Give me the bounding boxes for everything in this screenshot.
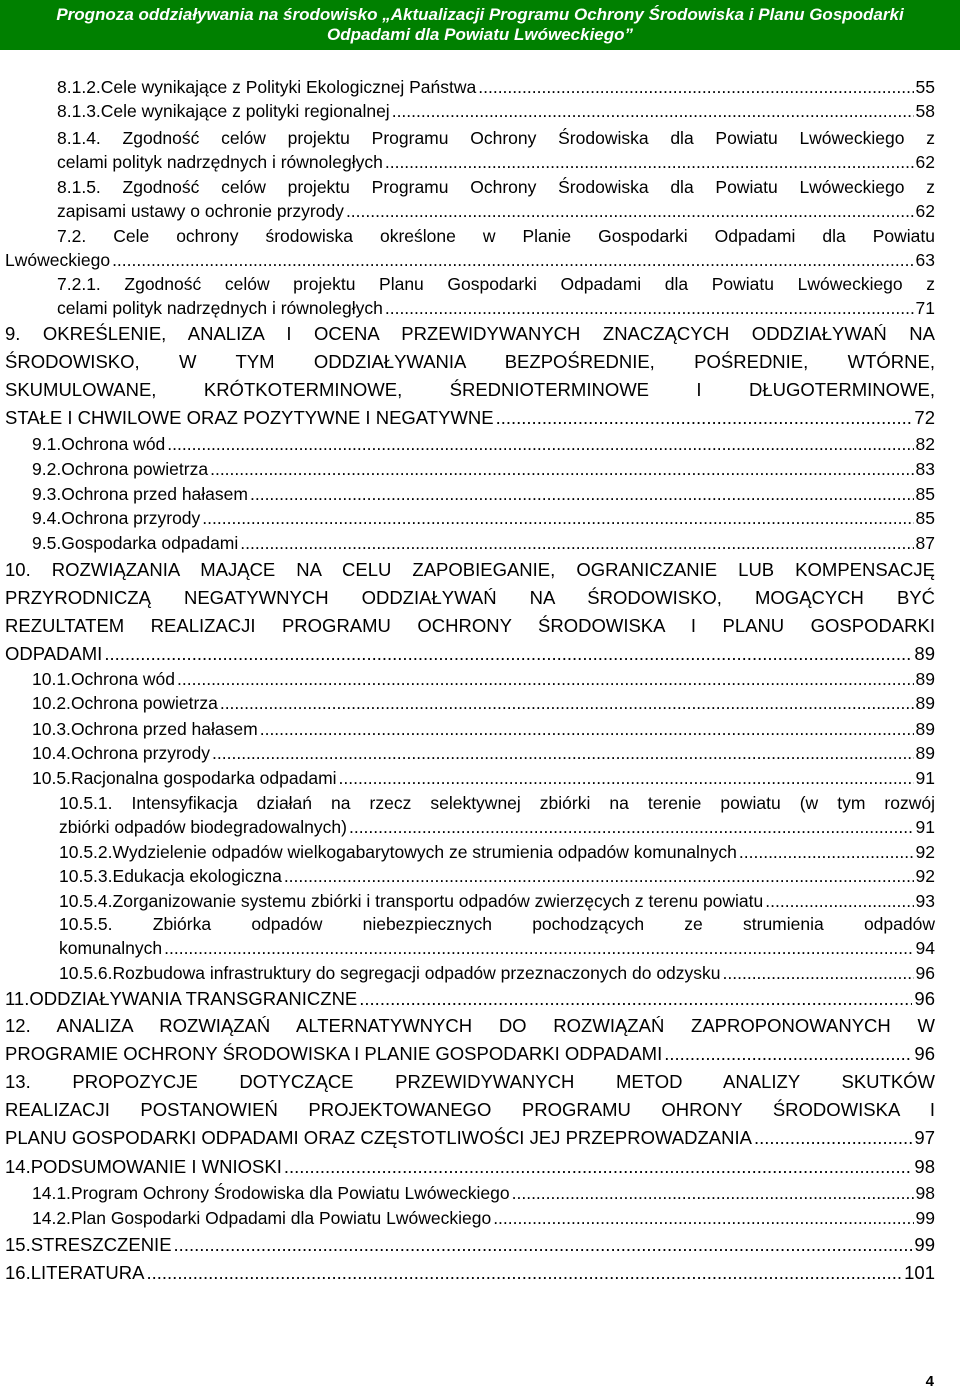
- toc-entry-page: 98: [915, 1183, 935, 1203]
- toc-entry-title: PROGRAMIE OCHRONY ŚRODOWISKA I PLANIE GOSPODARKI ODPADAMI: [5, 1043, 663, 1064]
- toc-entry-page: 91: [915, 768, 935, 788]
- toc-leader-dots: [284, 864, 914, 888]
- toc-entry-number: 10.: [5, 559, 52, 580]
- toc-entry-page: 89: [915, 719, 935, 739]
- toc-entry-number: 10.5.1.: [59, 793, 132, 813]
- toc-entry-title: celami polityk nadrzędnych i równoległych: [57, 152, 383, 172]
- toc-entry-page: 62: [915, 201, 935, 221]
- toc-leader-dots: [346, 199, 914, 223]
- toc-entry-title: Zgodność celów projektu Programu Ochrony Środowiska dla Powiatu Lwóweckiego z: [122, 128, 935, 148]
- toc-entry-page: 71: [915, 298, 935, 318]
- toc-entry[interactable]: [32, 531, 935, 555]
- toc-entry-page: 96: [914, 1043, 935, 1064]
- toc-leader-dots: [754, 1124, 912, 1152]
- toc-entry[interactable]: [5, 1153, 935, 1181]
- toc-entry-number: 10.5.4.: [59, 891, 113, 911]
- toc-entry-page: 93: [915, 891, 935, 911]
- toc-leader-dots: [765, 889, 913, 913]
- toc-entry-page: 89: [915, 743, 935, 763]
- toc-entry[interactable]: [5, 224, 935, 272]
- toc-entry[interactable]: [32, 506, 935, 530]
- toc-entry-number: 9.2.: [32, 459, 62, 479]
- toc-entry-title: Zbiórka odpadów niebezpiecznych pochodzących ze strumienia odpadów: [152, 914, 935, 934]
- toc-entry-number: 8.1.2.: [57, 77, 101, 97]
- toc-entry[interactable]: [57, 75, 935, 99]
- toc-entry-page: 89: [915, 693, 935, 713]
- toc-entry[interactable]: [32, 766, 935, 790]
- toc-entry[interactable]: [5, 320, 935, 432]
- toc-entry-number: 16.: [5, 1262, 31, 1283]
- toc-entry[interactable]: [57, 126, 935, 174]
- toc-entry-number: 12.: [5, 1015, 57, 1036]
- toc-entry-number: 9.: [5, 323, 43, 344]
- toc-entry-page: 89: [914, 643, 935, 664]
- toc-entry-number: 10.5.5.: [59, 914, 153, 934]
- toc-entry-title: Ochrona przed hałasem: [61, 484, 248, 504]
- toc-entry-page: 72: [914, 407, 935, 428]
- toc-entry-title: ODPADAMI: [5, 643, 103, 664]
- toc-entry[interactable]: [32, 482, 935, 506]
- toc-entry-title: Zgodność celów projektu Programu Ochrony Środowiska dla Powiatu Lwóweckiego z: [122, 177, 935, 197]
- page-number: 4: [925, 1373, 934, 1390]
- toc-entry-title: Zgodność celów projektu Planu Gospodarki Odpadami dla Powiatu Lwóweckiego z: [124, 274, 935, 294]
- toc-leader-dots: [260, 717, 914, 741]
- toc-leader-dots: [240, 531, 913, 555]
- toc-entry-page: 62: [915, 152, 935, 172]
- toc-entry-number: 14.: [5, 1156, 31, 1177]
- toc-entry-title: PLANU GOSPODARKI ODPADAMI ORAZ CZĘSTOTLIWOŚCI JEJ PRZEPROWADZANIA: [5, 1127, 752, 1148]
- toc-entry-number: 13.: [5, 1071, 73, 1092]
- toc-entry-page: 98: [914, 1156, 935, 1177]
- toc-entry-number: 8.1.4.: [57, 128, 123, 148]
- toc-leader-dots: [104, 640, 912, 668]
- toc-entry-page: 82: [915, 434, 935, 454]
- toc-entry[interactable]: [32, 1181, 935, 1205]
- header-title-line-1: Prognoza oddziaływania na środowisko „Aktualizacji Programu Ochrony Środowiska i Planu Gospodarki: [56, 5, 904, 24]
- toc-entry-number: 9.5.: [32, 533, 62, 553]
- toc-entry-number: 9.1.: [32, 434, 62, 454]
- toc-entry-title: Wydzielenie odpadów wielkogabarytowych ze strumienia odpadów komunalnych: [112, 842, 737, 862]
- toc-entry-number: 8.1.5.: [57, 177, 123, 197]
- toc-entry-page: 97: [914, 1127, 935, 1148]
- toc-entry-page: 85: [915, 508, 935, 528]
- toc-entry-title: Cele wynikające z polityki regionalnej: [100, 101, 390, 121]
- toc-entry-title: REALIZACJI POSTANOWIEŃ PROJEKTOWANEGO PROGRAMU OHRONY ŚRODOWISKA I: [5, 1099, 935, 1120]
- toc-entry-number: 10.5.2.: [59, 842, 113, 862]
- toc-entry-title: Lwóweckiego: [5, 250, 111, 270]
- toc-entry[interactable]: [57, 99, 935, 123]
- toc-entry-number: 10.5.3.: [59, 866, 113, 886]
- toc-leader-dots: [174, 1231, 913, 1259]
- toc-entry-number: 15.: [5, 1234, 31, 1255]
- toc-entry-title: Gospodarka odpadami: [61, 533, 239, 553]
- toc-entry-title: ŚRODOWISKO, W TYM ODDZIAŁYWANIA BEZPOŚREDNIE, POŚREDNIE, WTÓRNE,: [5, 351, 935, 372]
- toc-entry[interactable]: [59, 840, 935, 864]
- toc-leader-dots: [478, 75, 913, 99]
- toc-entry-title: ODDZIAŁYWANIA TRANSGRANICZNE: [29, 988, 358, 1009]
- toc-leader-dots: [385, 296, 914, 320]
- toc-entry[interactable]: [5, 556, 935, 668]
- toc-entry-page: 92: [915, 842, 935, 862]
- toc-entry-page: 89: [915, 669, 935, 689]
- toc-entry-title: Ochrona powietrza: [70, 693, 218, 713]
- toc-entry-number: 10.4.: [32, 743, 71, 763]
- toc-leader-dots: [512, 1181, 914, 1205]
- toc-leader-dots: [167, 432, 913, 456]
- toc-entry-title: Ochrona przyrody: [61, 508, 201, 528]
- toc-entry-title: Program Ochrony Środowiska dla Powiatu Lwóweckiego: [70, 1183, 510, 1203]
- header-title-line-2: Odpadami dla Powiatu Lwóweckiego”: [326, 25, 634, 44]
- toc-entry-title: PRZYRODNICZĄ NEGATYWNYCH ODDZIAŁYWAŃ NA ŚRODOWISKO, MOGĄCYCH BYĆ: [5, 587, 935, 608]
- toc-leader-dots: [664, 1040, 912, 1068]
- toc-leader-dots: [392, 99, 914, 123]
- toc-entry-number: 7.2.: [57, 226, 114, 246]
- toc-entry-number: 10.2.: [32, 693, 71, 713]
- toc-entry-page: 83: [915, 459, 935, 479]
- toc-entry[interactable]: [32, 741, 935, 765]
- toc-entry-title: Edukacja ekologiczna: [112, 866, 282, 886]
- toc-entry[interactable]: [32, 432, 935, 456]
- toc-entry-title: Zorganizowanie systemu zbiórki i transportu odpadów zwierzęcych z terenu powiatu: [112, 891, 764, 911]
- toc-entry-page: 55: [915, 77, 935, 97]
- toc-entry-title: LITERATURA: [30, 1262, 145, 1283]
- toc-entry[interactable]: [32, 457, 935, 481]
- toc-entry-number: 8.1.3.: [57, 101, 101, 121]
- toc-entry-title: ROZWIĄZANIA MAJĄCE NA CELU ZAPOBIEGANIE, OGRANICZANIE LUB KOMPENSACJĘ: [51, 559, 935, 580]
- toc-entry-title: Racjonalna gospodarka odpadami: [70, 768, 337, 788]
- toc-entry-number: 10.5.6.: [59, 963, 113, 983]
- toc-entry-title: Ochrona przyrody: [70, 743, 211, 763]
- toc-leader-dots: [210, 457, 913, 481]
- toc-entry-page: 101: [904, 1262, 935, 1283]
- toc-entry-title: Cele wynikające z Polityki Ekologicznej Państwa: [100, 77, 477, 97]
- toc-leader-dots: [284, 1153, 913, 1181]
- toc-entry[interactable]: [59, 864, 935, 888]
- toc-leader-dots: [112, 248, 913, 272]
- toc-entry[interactable]: [32, 1206, 935, 1230]
- toc-entry-number: 9.3.: [32, 484, 62, 504]
- toc-entry-title: STAŁE I CHWILOWE ORAZ POZYTYWNE I NEGATYWNE: [5, 407, 494, 428]
- toc-entry-number: 11.: [5, 988, 30, 1009]
- toc-entry-title: zbiórki odpadów biodegradowalnych): [59, 817, 347, 837]
- toc-leader-dots: [146, 1259, 902, 1287]
- toc-entry-page: 99: [915, 1208, 935, 1228]
- toc-entry-page: 85: [915, 484, 935, 504]
- toc-entry-number: 14.1.: [32, 1183, 71, 1203]
- toc-leader-dots: [496, 404, 913, 432]
- toc-entry-page: 87: [915, 533, 935, 553]
- toc-entry[interactable]: [59, 912, 935, 960]
- toc-entry-title: REZULTATEM REALIZACJI PROGRAMU OCHRONY ŚRODOWISKA I PLANU GOSPODARKI: [5, 615, 935, 636]
- toc-leader-dots: [493, 1206, 913, 1230]
- toc-leader-dots: [339, 766, 914, 790]
- toc-entry-page: 63: [915, 250, 935, 270]
- toc-entry-title: STRESZCZENIE: [30, 1234, 172, 1255]
- toc-leader-dots: [220, 691, 914, 715]
- toc-leader-dots: [723, 961, 914, 985]
- toc-entry-number: 14.2.: [32, 1208, 71, 1228]
- toc-entry-title: OKREŚLENIE, ANALIZA I OCENA PRZEWIDYWANYCH ZNACZĄCYCH ODDZIAŁYWAŃ NA: [42, 323, 935, 344]
- toc-entry[interactable]: [57, 272, 935, 320]
- toc-entry-title: celami polityk nadrzędnych i równoległych: [57, 298, 383, 318]
- toc-leader-dots: [250, 482, 914, 506]
- toc-leader-dots: [359, 985, 912, 1013]
- toc-entry[interactable]: [5, 1012, 935, 1068]
- toc-leader-dots: [164, 936, 913, 960]
- toc-leader-dots: [202, 506, 913, 530]
- toc-entry[interactable]: [5, 1068, 935, 1152]
- toc-entry-page: 96: [914, 988, 935, 1009]
- toc-entry-number: 10.5.: [32, 768, 71, 788]
- toc-entry[interactable]: [59, 791, 935, 839]
- toc-entry-title: Ochrona powietrza: [61, 459, 209, 479]
- toc-entry-title: PODSUMOWANIE I WNIOSKI: [30, 1156, 282, 1177]
- toc-entry-page: 91: [915, 817, 935, 837]
- toc-entry[interactable]: [32, 691, 935, 715]
- toc-entry-page: 94: [915, 938, 935, 958]
- toc-entry-number: 9.4.: [32, 508, 62, 528]
- toc-entry-title: Ochrona wód: [70, 669, 176, 689]
- toc-entry[interactable]: [5, 1259, 935, 1287]
- toc-leader-dots: [385, 150, 914, 174]
- toc-entry-page: 58: [915, 101, 935, 121]
- toc-entry-page: 99: [914, 1234, 935, 1255]
- toc-entry-title: Ochrona wód: [61, 434, 166, 454]
- toc-entry[interactable]: [5, 1231, 935, 1259]
- toc-entry-title: PROPOZYCJE DOTYCZĄCE PRZEWIDYWANYCH METOD ANALIZY SKUTKÓW: [72, 1071, 936, 1092]
- toc-entry[interactable]: [32, 717, 935, 741]
- toc-entry-title: SKUMULOWANE, KRÓTKOTERMINOWE, ŚREDNIOTERMINOWE I DŁUGOTERMINOWE,: [5, 379, 935, 400]
- toc-entry[interactable]: [57, 175, 935, 223]
- toc-entry-page: 96: [915, 963, 935, 983]
- toc-entry[interactable]: [5, 985, 935, 1013]
- toc-entry-number: 7.2.1.: [57, 274, 125, 294]
- toc-leader-dots: [212, 741, 914, 765]
- toc-entry-title: Ochrona przed hałasem: [70, 719, 258, 739]
- toc-entry-number: 10.1.: [32, 669, 71, 689]
- toc-leader-dots: [177, 667, 914, 691]
- toc-leader-dots: [739, 840, 914, 864]
- document-header: [0, 0, 960, 50]
- toc-entry-title: Cele ochrony środowiska określone w Planie Gospodarki Odpadami dla Powiatu: [113, 226, 935, 246]
- toc-entry-title: komunalnych: [59, 938, 163, 958]
- toc-entry-page: 92: [915, 866, 935, 886]
- toc-entry-title: Intensyfikacja działań na rzecz selektywnej zbiórki na terenie powiatu (w tym rozwój: [131, 793, 935, 813]
- toc-entry-title: Rozbudowa infrastruktury do segregacji odpadów przeznaczonych do odzysku: [112, 963, 721, 983]
- toc-entry-number: 10.3.: [32, 719, 71, 739]
- toc-leader-dots: [349, 815, 914, 839]
- toc-entry-title: Plan Gospodarki Odpadami dla Powiatu Lwóweckiego: [70, 1208, 492, 1228]
- toc-entry-title: zapisami ustawy o ochronie przyrody: [57, 201, 344, 221]
- toc-entry[interactable]: [32, 667, 935, 691]
- toc-entry-title: ANALIZA ROZWIĄZAŃ ALTERNATYWNYCH DO ROZWIĄZAŃ ZAPROPONOWANYCH W: [56, 1015, 935, 1036]
- toc-entry[interactable]: [59, 889, 935, 913]
- toc-entry[interactable]: [59, 961, 935, 985]
